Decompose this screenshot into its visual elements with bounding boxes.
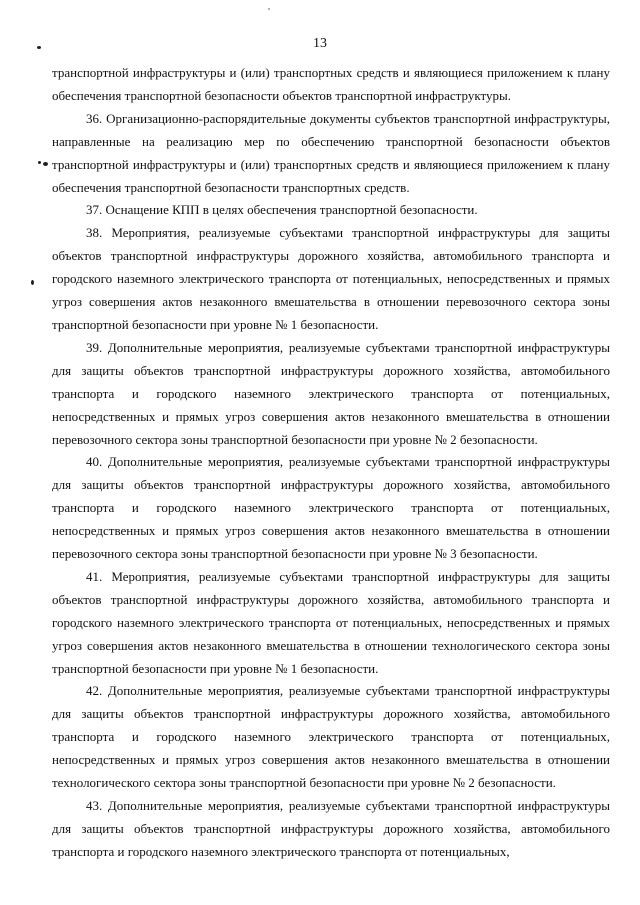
paragraph-42: 42. Дополнительные мероприятия, реализуемые субъектами транспортной инфраструктуры для защиты объектов транспортной инфраструктуры дорожного хозяйства, автомобильного транспорта и городского наземного электрического транспорта от потенциальных, непосредственных и прямых угроз совершения актов незаконного вмешательства в отношении технологического сектора зоны транспортной безопасности при уровне № 2 безопасности.	[52, 683, 610, 791]
body-text	[52, 62, 610, 864]
paragraph-39: 39. Дополнительные мероприятия, реализуемые субъектами транспортной инфраструктуры для защиты объектов транспортной инфраструктуры дорожного хозяйства, автомобильного транспорта и городского наземного электрического транспорта от потенциальных, непосредственных и прямых угроз совершения актов незаконного вмешательства в отношении перевозочного сектора зоны транспортной безопасности при уровне № 2 безопасности.	[52, 339, 610, 447]
paragraph-41: 41. Мероприятия, реализуемые субъектами транспортной инфраструктуры для защиты объектов транспортной инфраструктуры дорожного хозяйства, автомобильного транспорта и городского наземного электрического транспорта от потенциальных, непосредственных и прямых угроз совершения актов незаконного вмешательства в отношении технологического сектора зоны транспортной безопасности при уровне № 1 безопасности.	[52, 568, 610, 676]
paragraph-43: 43. Дополнительные мероприятия, реализуемые субъектами транспортной инфраструктуры для защиты объектов транспортной инфраструктуры дорожного хозяйства, автомобильного транспорта и городского наземного электрического транспорта от потенциальных,	[52, 798, 610, 859]
page-number: 13	[313, 36, 327, 51]
scan-speck	[268, 8, 270, 10]
paragraph-37: 37. Оснащение КПП в целях обеспечения транспортной безопасности.	[86, 202, 478, 218]
paragraph-40: 40. Дополнительные мероприятия, реализуемые субъектами транспортной инфраструктуры для защиты объектов транспортной инфраструктуры дорожного хозяйства, автомобильного транспорта и городского наземного электрического транспорта от потенциальных, непосредственных и прямых угроз совершения актов незаконного вмешательства в отношении перевозочного сектора зоны транспортной безопасности при уровне № 3 безопасности.	[52, 454, 610, 562]
scan-speck	[38, 161, 41, 164]
paragraph-38: 38. Мероприятия, реализуемые субъектами транспортной инфраструктуры для защиты объектов транспортной инфраструктуры дорожного хозяйства, автомобильного транспорта и городского наземного электрического транспорта от потенциальных, непосредственных и прямых угроз совершения актов незаконного вмешательства в отношении перевозочного сектора зоны транспортной безопасности при уровне № 1 безопасности.	[52, 225, 610, 332]
paragraph-continuation: транспортной инфраструктуры и (или) транспортных средств и являющиеся приложением к плану обеспечения транспортной безопасности объектов транспортной инфраструктуры.	[52, 65, 610, 103]
scan-speck	[43, 162, 48, 166]
paragraph-36: 36. Организационно-распорядительные документы субъектов транспортной инфраструктуры, направленные на реализацию мер по обеспечению транспортной безопасности объектов транспортной инфраструктуры и (или) транспортных средств и являющиеся приложением к плану обеспечения транспортной безопасности транспортных средств.	[52, 110, 610, 195]
scan-speck	[31, 280, 34, 285]
